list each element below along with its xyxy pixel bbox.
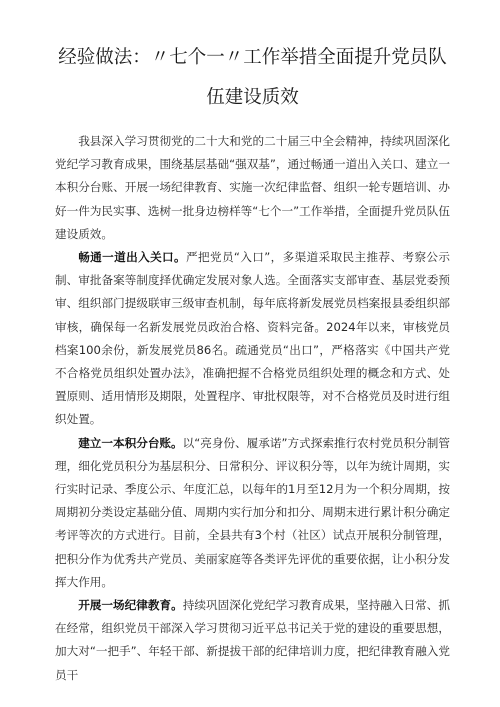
section-lead: 开展一场纪律教育。 xyxy=(78,598,183,613)
section-paragraph xyxy=(55,432,450,594)
section-body: 严把党员“入口”，多渠道采取民主推荐、考察公示制、审批备案等制度择优确定发展对象人选。全面落实支部审查、基层党委预审、组织部门提级联审三级审查机制，每年底将新发展党员档案报县委组织部审核，确保每一名新发展党员政治合格、资料完备。2024年以来，审核党员档案100余份，新发展党员86名。疏通党员“出口”，严格落实《中国共产党不合格党员组织处置办法》，准确把握不合格党员组织处理的概念和方式、处置原则、适用情形及期限，处置程序、审批权限等，对不合格党员及时进行组织处置。 xyxy=(55,250,450,427)
section-body: 以“亮身份、履承诺”方式探索推行农村党员积分制管理，细化党员积分为基层积分、日常积分、评议积分等，以年为统计周期，实行实时记录、季度公示、年度汇总，以每年的1月至12月为一个积分周期，按周期初分类设定基础分值、周期内实行加分和扣分、周期末进行累计积分确定考评等次的方式进行。目前，全县共有3个村（社区）试点开展积分制管理，把积分作为优秀共产党员、美丽家庭等各类评先评优的重要依据，让小积分发挥大作用。 xyxy=(55,435,450,589)
section-lead: 建立一本积分台账。 xyxy=(78,435,183,450)
section-paragraph xyxy=(55,594,450,687)
intro-paragraph: 我县深入学习贯彻党的二十大和党的二十届三中全会精神，持续巩固深化党纪学习教育成果，围绕基层基础“强双基”，通过畅通一道出入关口、建立一本积分台账、开展一场纪律教育、实施一次纪律监督、组织一轮专题培训、办好一件为民实事、选树一批身边榜样等“七个一”工作举措，全面提升党员队伍建设质效。 xyxy=(55,134,450,241)
section-lead: 畅通一道出入关口。 xyxy=(78,250,187,265)
section-body: 持续巩固深化党纪学习教育成果，坚持融入日常、抓在经常，组织党员干部深入学习贯彻习近平总书记关于党的建设的重要思想，加大对“一把手”、年轻干部、新提拔干部的纪律培训力度，把纪律教育融入党员干 xyxy=(55,598,450,682)
document-title: 经验做法：〃七个一〃工作举措全面提升党员队伍建设质效 xyxy=(58,47,447,108)
section-paragraph xyxy=(55,246,450,432)
